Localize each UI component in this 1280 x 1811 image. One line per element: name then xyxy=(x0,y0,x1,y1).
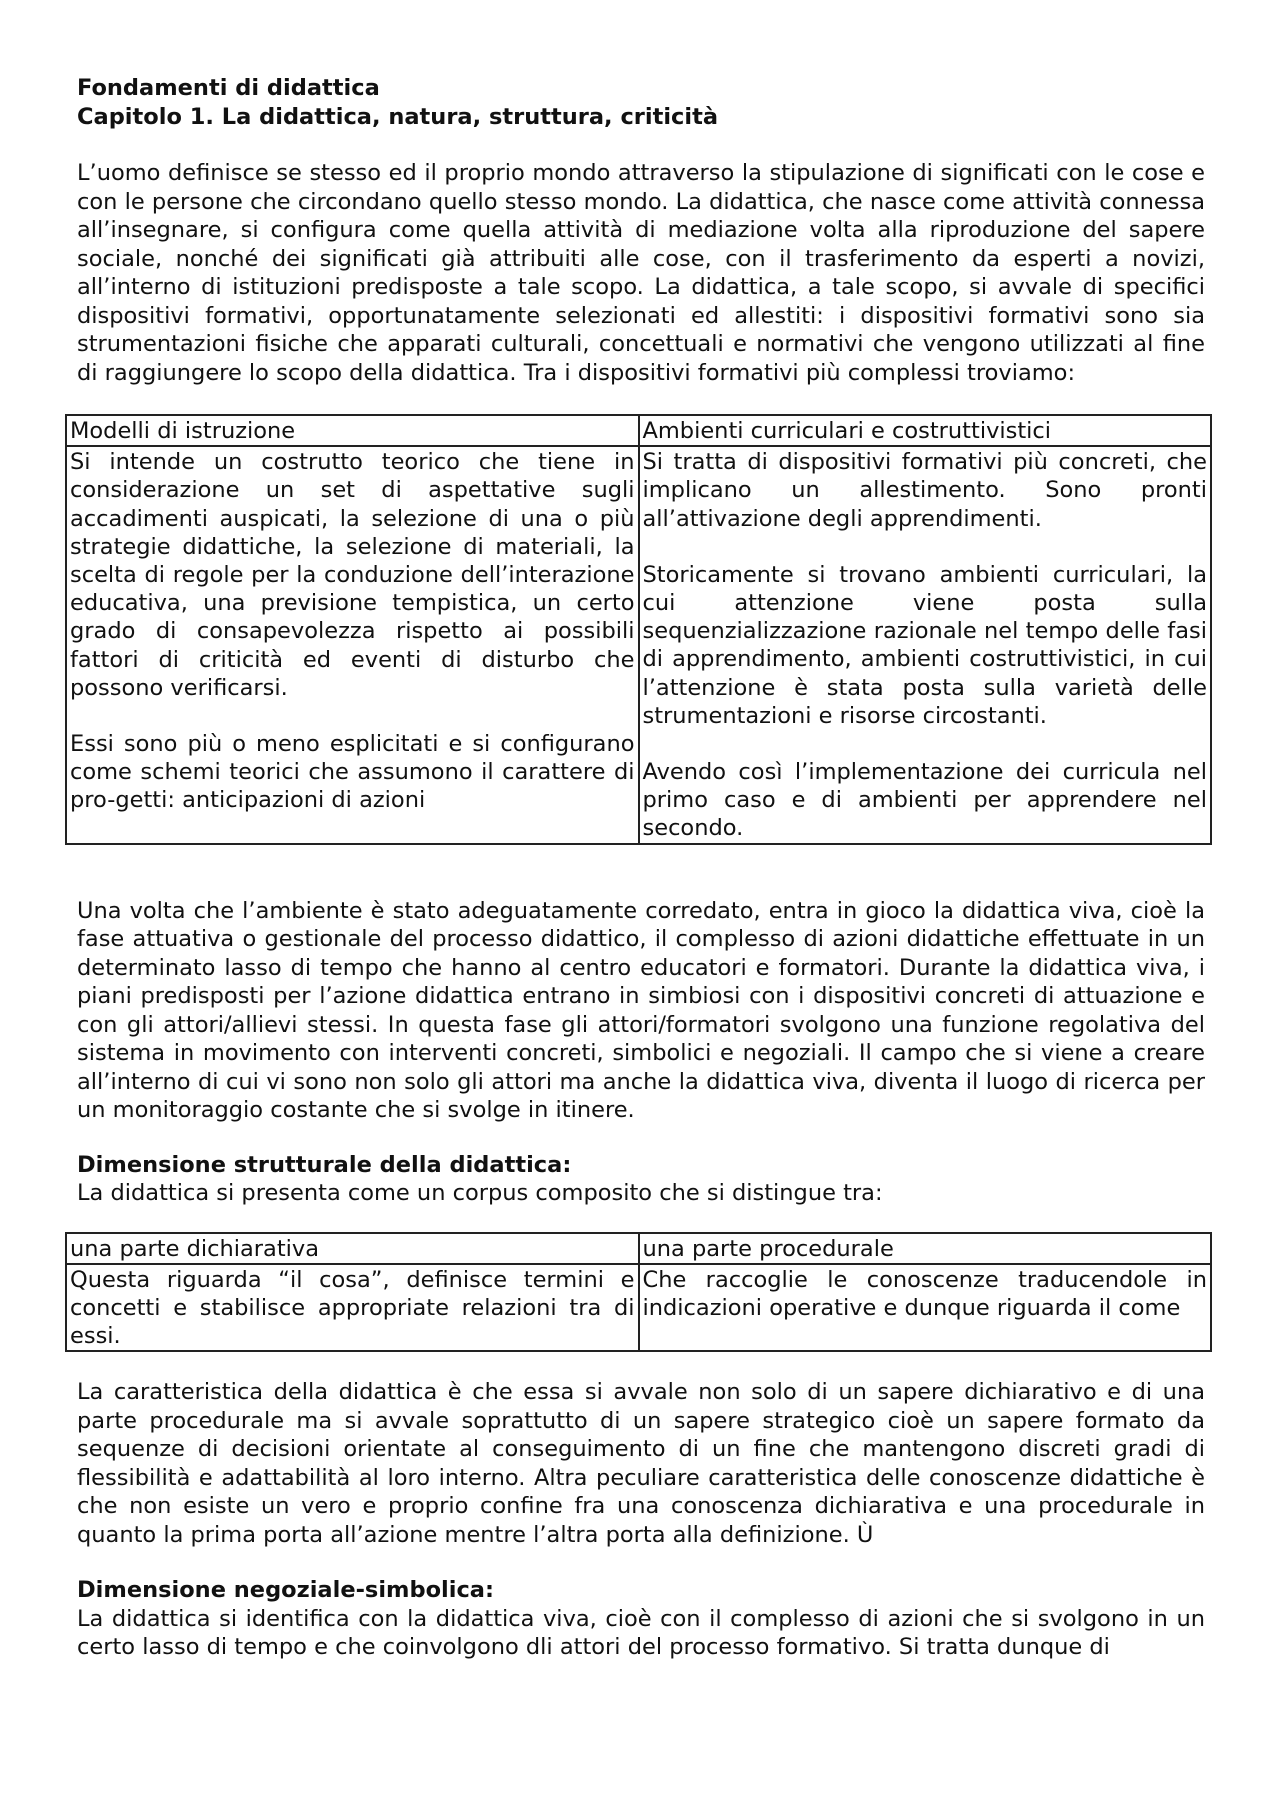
spacer xyxy=(77,131,1205,159)
table-header-row xyxy=(66,1233,1211,1264)
table-cell-ambienti xyxy=(639,446,1212,843)
section-heading-negoziale: Dimensione negoziale-simbolica: xyxy=(77,1577,494,1604)
cell-paragraph: Si tratta di dispositivi formativi più concreti, che implicano un allestimento. Sono pronti all’attivazione degli apprendimenti. xyxy=(642,449,1207,532)
structural-intro: La didattica si presenta come un corpus composito che si distingue tra: xyxy=(77,1180,883,1207)
dispositivi-table xyxy=(65,414,1212,845)
cell-paragraph: Si intende un costrutto teorico che tiene in considerazione un set di aspettative sugli accadimenti auspicati, la selezione di una o più strategie didattiche, la selezione di materiali, la scelta di regole per la conduzione dell’interazione educativa, una previsione tempistica, un certo grado di consapevolezza rispetto ai possibili fattori di criticità ed eventi di disturbo che possono verificarsi. xyxy=(70,449,635,701)
caratteristica-paragraph: La caratteristica della didattica è che essa si avvale non solo di un sapere dichiarativo e di una parte procedurale ma si avvale soprattutto di un sapere strategico cioè un sapere formato da sequenze di decisioni orientate al conseguimento di un fine che mantengono discreti gradi di flessibilità e adattabilità al loro interno. Altra peculiare caratteristica delle conoscenze didattiche è che non esiste un vero e proprio confine fra una conoscenza dichiarativa e una procedurale in quanto la prima porta all’azione mentre l’altra porta alla definizione. Ù xyxy=(77,1379,1205,1548)
spacer xyxy=(77,1208,1205,1232)
section-heading-strutturale: Dimensione strutturale della didattica: xyxy=(77,1151,572,1178)
document-title: Fondamenti di didattica xyxy=(77,75,380,101)
didattica-viva-paragraph: Una volta che l’ambiente è stato adeguatamente corredato, entra in gioco la didattica viva, cioè la fase attuativa o gestionale del processo didattico, il complesso di azioni didattiche effettuate in un determinato lasso di tempo che hanno al centro educatori e formatori. Durante la didattica viva, i piani predisposti per l’azione didattica entrano in simbiosi con i dispositivi concreti di attuazione e con gli attori/allievi stessi. In questa fase gli attori/formatori svolgono una funzione regolativa del sistema in movimento con interventi concreti, simbolici e negoziali. Il campo che si viene a creare all’interno di cui vi sono non solo gli attori ma anche la didattica viva, diventa il luogo di ricerca per un monitoraggio costante che si svolge in itinere. xyxy=(77,897,1205,1124)
table-cell-modelli xyxy=(66,446,639,843)
table-row xyxy=(66,446,1211,843)
spacer xyxy=(77,1549,1205,1576)
table-header-cell: una parte procedurale xyxy=(639,1233,1212,1264)
table-cell-procedurale: Che raccoglie le conoscenze traducendole in indicazioni operative e dunque riguarda il come xyxy=(639,1264,1212,1352)
parti-table xyxy=(65,1232,1212,1353)
table-header-row xyxy=(66,415,1211,446)
spacer xyxy=(77,1352,1205,1378)
table-header-cell: Modelli di istruzione xyxy=(66,415,639,446)
table-header-cell: una parte dichiarativa xyxy=(66,1233,639,1264)
cell-paragraph: Essi sono più o meno esplicitati e si configurano come schemi teorici che assumono il carattere di pro-getti: anticipazioni di azioni xyxy=(70,731,635,814)
cell-paragraph: Storicamente si trovano ambienti curriculari, la cui attenzione viene posta sulla sequenzializzazione razionale nel tempo delle fasi di apprendimento, ambienti costruttivistici, in cui l’attenzione è stata posta sulla varietà delle strumentazioni e risorse circostanti. xyxy=(642,561,1207,729)
table-cell-dichiarativa: Questa riguarda “il cosa”, definisce termini e concetti e stabilisce appropriate relazioni tra di essi. xyxy=(66,1264,639,1352)
cell-paragraph: Avendo così l’implementazione dei curricula nel primo caso e di ambienti per apprendere nel secondo. xyxy=(642,759,1207,842)
spacer xyxy=(77,1125,1205,1151)
spacer xyxy=(77,387,1205,414)
intro-paragraph: L’uomo definisce se stesso ed il proprio mondo attraverso la stipulazione di significati con le cose e con le persone che circondano quello stesso mondo. La didattica, che nasce come attività connessa all’insegnare, si configura come quella attività di mediazione volta alla riproduzione del sapere sociale, nonché dei significati già attribuiti alle cose, con il trasferimento da esperti a novizi, all’interno di istituzioni predisposte a tale scopo. La didattica, a tale scopo, si avvale di specifici dispositivi formativi, opportunatamente selezionati ed allestiti: i dispositivi formativi sono sia strumentazioni fisiche che apparati culturali, concettuali e normativi che vengono utilizzati al fine di raggiungere lo scopo della didattica. Tra i dispositivi formativi più complessi troviamo: xyxy=(77,160,1205,386)
table-row xyxy=(66,1264,1211,1352)
chapter-title: Capitolo 1. La didattica, natura, struttura, criticità xyxy=(77,103,719,130)
spacer xyxy=(77,845,1205,897)
negotial-paragraph: La didattica si identifica con la didattica viva, cioè con il complesso di azioni che si svolgono in un certo lasso di tempo e che coinvolgono dli attori del processo formativo. Si tratta dunque di xyxy=(77,1605,1205,1661)
table-header-cell: Ambienti curriculari e costruttivistici xyxy=(639,415,1212,446)
